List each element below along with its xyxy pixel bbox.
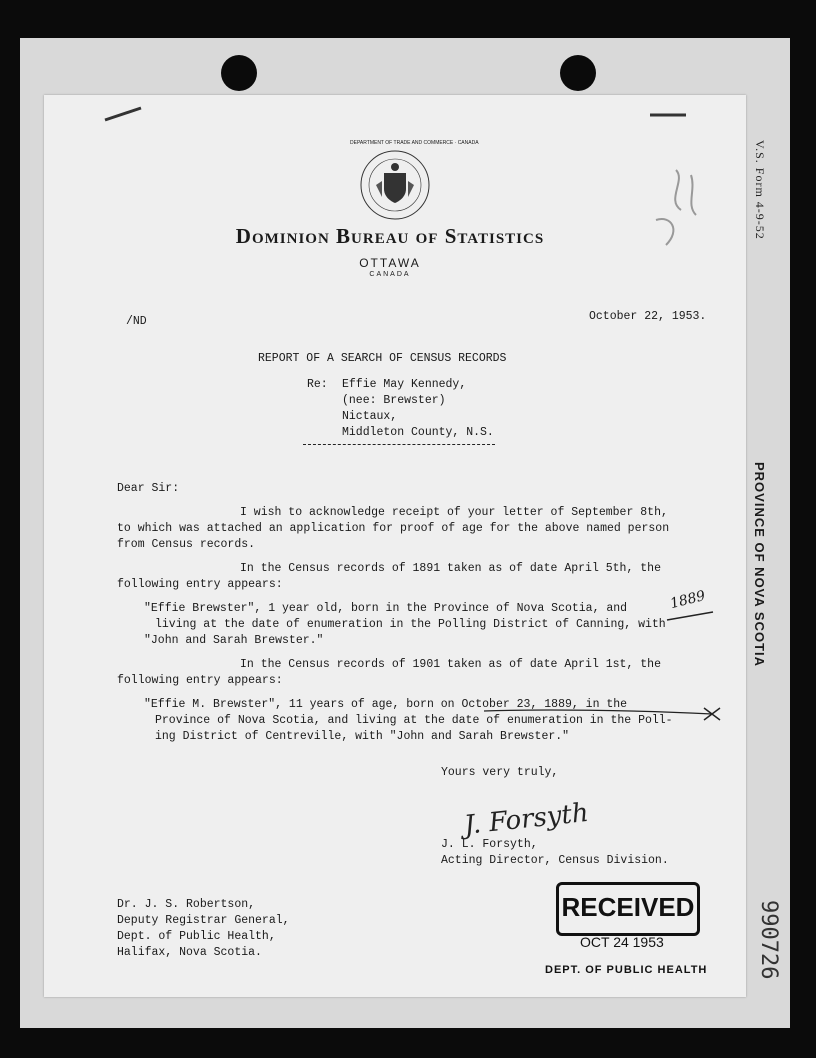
re-line: Effie May Kennedy, [342,378,467,391]
recipient-line: Dept. of Public Health, [117,930,276,943]
quote-line: Province of Nova Scotia, and living at the date of enumeration in the Poll- [155,714,673,727]
quote-line: "John and Sarah Brewster." [144,634,324,647]
re-line: (nee: Brewster) [342,394,446,407]
body-line: following entry appears: [117,674,283,687]
handwritten-note: 1889 [668,587,708,613]
signer-title: Acting Director, Census Division. [441,854,669,867]
letterhead-city: OTTAWA [359,256,421,270]
clip-mark-icon [103,104,143,124]
re-label: Re: [307,378,328,391]
recipient-line: Deputy Registrar General, [117,914,290,927]
letterhead-title: Dominion Bureau of Statistics [235,224,545,248]
received-stamp-dept: DEPT. OF PUBLIC HEALTH [545,964,708,976]
body-line: In the Census records of 1891 taken as of date April 5th, the [240,562,661,575]
received-stamp: RECEIVED [556,882,700,936]
body-line: from Census records. [117,538,256,551]
quote-line: "Effie Brewster", 1 year old, born in the Province of Nova Scotia, and [144,602,628,615]
letter-date: October 22, 1953. [589,310,707,323]
body-line: following entry appears: [117,578,283,591]
pencil-mark-icon [636,160,726,260]
recipient-line: Halifax, Nova Scotia. [117,946,262,959]
crest-icon [350,145,440,225]
body-line: to which was attached an application for proof of age for the above named person [117,522,670,535]
re-divider [303,444,495,445]
re-line: Middleton County, N.S. [342,426,494,439]
quote-line: "Effie M. Brewster", 11 years of age, born on October 23, 1889, in the [144,698,628,711]
form-label: V.S. Form 4-9-52 [753,140,767,240]
crest-text: DEPARTMENT OF TRADE AND COMMERCE · CANADA [350,140,479,146]
re-line: Nictaux, [342,410,398,423]
signer-name: J. L. Forsyth, [441,838,538,851]
quote-line: living at the date of enumeration in the Polling District of Canning, with [155,618,666,631]
punch-hole-right [560,55,596,91]
salutation: Dear Sir: [117,482,180,495]
signature-text: J. Forsyth [462,797,591,841]
quote-line: ing District of Centreville, with "John and Sarah Brewster." [155,730,570,743]
reference-code: /ND [126,315,147,328]
file-number: 990726 [756,900,781,980]
body-line: In the Census records of 1901 taken as of date April 1st, the [240,658,661,671]
received-stamp-date: OCT 24 1953 [580,934,664,950]
punch-hole-left [221,55,257,91]
clip-mark-icon [648,110,688,120]
closing: Yours very truly, [441,766,559,779]
province-stamp: PROVINCE OF NOVA SCOTIA [752,462,767,668]
letterhead-country: CANADA [369,271,411,278]
report-heading: REPORT OF A SEARCH OF CENSUS RECORDS [258,352,507,365]
body-line: I wish to acknowledge receipt of your letter of September 8th, [240,506,668,519]
recipient-line: Dr. J. S. Robertson, [117,898,256,911]
date-underline-mark [482,707,732,723]
